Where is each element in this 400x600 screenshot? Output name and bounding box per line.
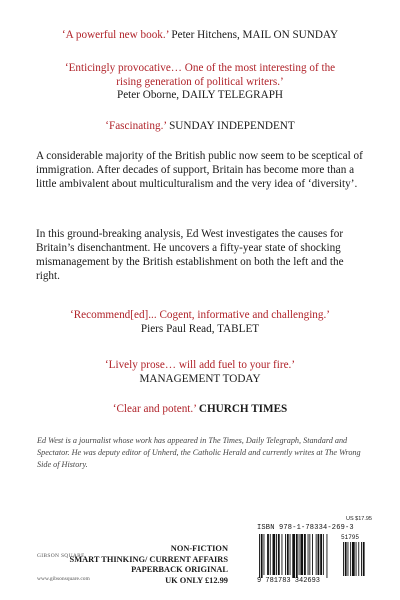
barcode-bar — [304, 534, 306, 575]
barcode-addon-bar — [348, 542, 349, 576]
quote-text-line1: ‘Enticingly provocative… One of the most interesting of the — [64, 62, 336, 74]
quote-source: Peter Hitchens, MAIL ON SUNDAY — [171, 29, 339, 41]
category-line3: PAPERBACK ORIGINAL — [131, 565, 228, 574]
barcode-bar — [287, 534, 289, 575]
quote-daily-telegraph — [20, 62, 380, 103]
barcode-bar — [292, 534, 295, 578]
barcode-digits: 9 781783 342693 — [257, 577, 321, 585]
quote-source: SUNDAY INDEPENDENT — [169, 120, 295, 132]
blurb-paragraph-1: A considerable majority of the British public now seem to be sceptical of immigration. After decades of support, Britain has become more than a little ambivalent about multiculturalism and the very idea of ‘diversity’. — [36, 150, 363, 190]
barcode-bar — [312, 534, 313, 575]
quote-text: ‘Lively prose… will add fuel to your fire.’ — [104, 359, 296, 371]
quote-text: ‘Recommend[ed]... Cogent, informative and challenging.’ — [69, 309, 331, 321]
barcode-bar — [264, 534, 265, 575]
barcode-bar — [273, 534, 276, 575]
barcode-bar — [276, 534, 277, 575]
barcode-addon-bar — [345, 542, 347, 576]
barcode-bar — [318, 534, 320, 575]
blurb-paragraph-2: In this ground-breaking analysis, Ed West investigates the causes for Britain’s disenchantment. He uncovers a fifty-year state of shocking mismanagement by the British establishment on both the left and the right. — [36, 228, 344, 282]
quote-mail-on-sunday — [20, 29, 380, 43]
publisher-name: GIBSON SQUARE — [37, 553, 85, 559]
quote-source: Piers Paul Read, TABLET — [140, 322, 260, 335]
barcode-addon-bar — [363, 542, 365, 576]
category-line1: NON-FICTION — [170, 544, 228, 553]
barcode-bar — [282, 534, 283, 575]
barcode — [257, 516, 372, 590]
publisher-website: www.gibsonsquare.com — [37, 576, 90, 582]
barcode-bar — [270, 534, 271, 575]
quote-management-today — [20, 359, 380, 386]
barcode-addon-bar — [356, 542, 357, 576]
quote-text: ‘A powerful new book.’ — [61, 29, 169, 41]
barcode-bar — [285, 534, 286, 575]
quote-source: CHURCH TIMES — [198, 403, 288, 415]
barcode-price-code: US $17.95 — [346, 516, 372, 522]
barcode-addon-bar — [358, 542, 359, 576]
barcode-bar — [323, 534, 324, 575]
quote-text: ‘Clear and potent.’ — [112, 403, 197, 415]
author-bio: Ed West is a journalist whose work has appeared in The Times, Daily Telegraph, Standard and Spectator. He was deputy editor of Unherd, the Catholic Herald and currently writes at The Wrong Side of History. — [37, 436, 361, 469]
barcode-bar — [320, 534, 322, 575]
price: UK ONLY £12.99 — [165, 575, 228, 585]
barcode-bar — [308, 534, 309, 575]
barcode-addon-bar — [361, 542, 362, 576]
barcode-bar — [299, 534, 300, 575]
quote-source: Peter Oborne, DAILY TELEGRAPH — [116, 89, 284, 101]
quote-sunday-independent — [20, 120, 380, 134]
quote-church-times — [20, 403, 380, 417]
quote-tablet — [20, 309, 380, 336]
category-block — [0, 544, 228, 586]
barcode-addon-bar — [343, 542, 344, 576]
barcode-bar — [327, 534, 328, 578]
isbn-text: ISBN 978-1-78334-269-3 — [257, 524, 354, 532]
barcode-bar — [300, 534, 303, 575]
barcode-addon-bar — [350, 542, 351, 576]
category-line2: SMART THINKING/ CURRENT AFFAIRS — [69, 554, 228, 564]
quote-text-line2: rising generation of political writers.’ — [116, 75, 284, 88]
barcode-bar — [316, 534, 317, 575]
barcode-addon-digits: 51795 — [341, 534, 360, 541]
barcode-bar — [278, 534, 280, 575]
barcode-bar — [309, 534, 310, 575]
barcode-bar — [259, 534, 260, 578]
barcode-bar — [290, 534, 291, 575]
barcode-bar — [261, 534, 263, 578]
barcode-bar — [296, 534, 298, 578]
barcode-addon-bar — [352, 542, 355, 576]
quote-source: MANAGEMENT TODAY — [139, 372, 261, 385]
barcode-bar — [267, 534, 269, 575]
quote-text: ‘Fascinating.’ — [105, 120, 167, 132]
